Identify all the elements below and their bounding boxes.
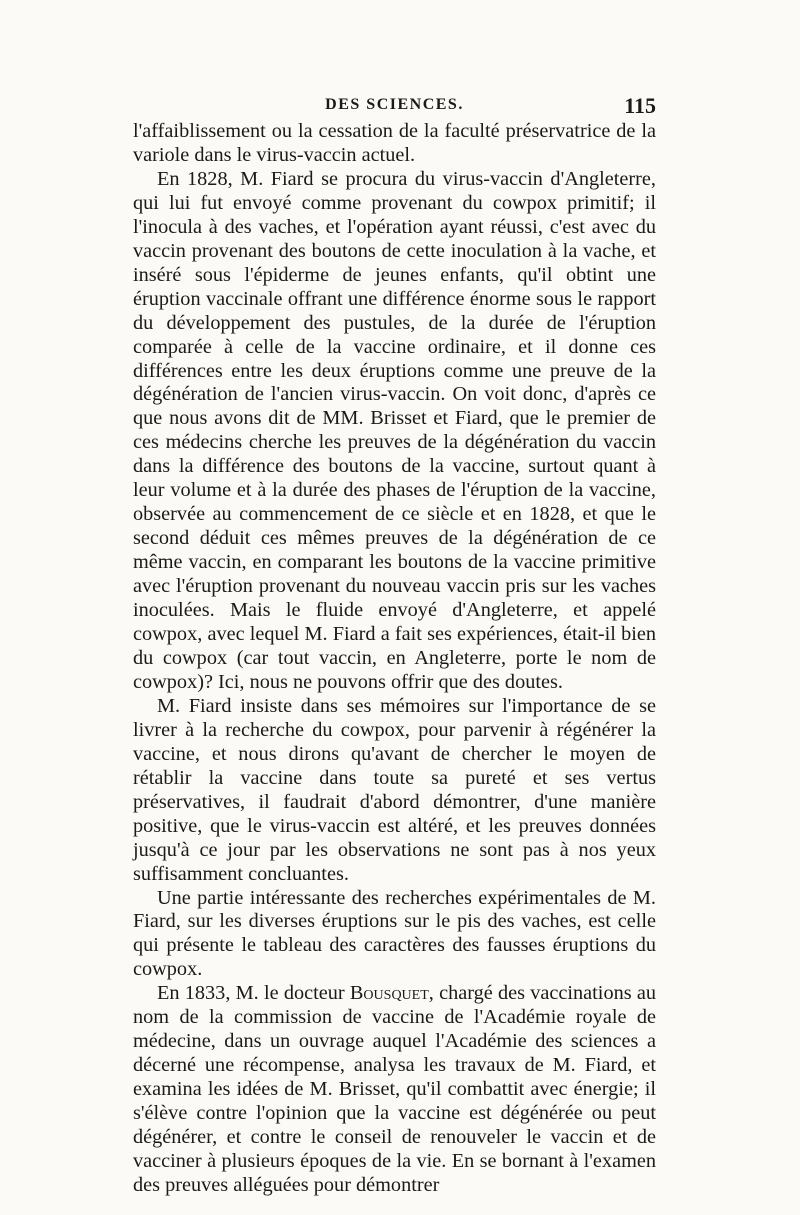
page-number: 115 [624,93,656,118]
paragraph-text-before: En 1833, M. le docteur [157,982,350,1005]
body-text [133,120,656,1198]
author-name-bousquet: Bousquet [349,982,429,1005]
paragraph-partie-interessante: Une partie intéressante des recherches expérimentales de M. Fiard, sur les diverses éruptions sur le pis des vaches, est celle qui présente le tableau des caractères des fausses éruptions du cowpox. [133,886,656,981]
paragraph-bousquet-1833 [133,982,656,1198]
running-title: DES SCIENCES. [325,96,464,113]
running-head [133,93,656,122]
paragraph-fiard-1828: En 1828, M. Fiard se procura du virus-vaccin d'Angleterre, qui lui fut envoyé comme provenant du cowpox primitif; il l'inocula à des vaches, et l'opération ayant réussi, c'est avec du vaccin provenant des boutons de cette inoculation à la vache, et inséré sous l'épiderme de jeunes enfants, qu'il obtint une éruption vaccinale offrant une différence énorme sous le rapport du développement des pustules, de la durée de l'éruption comparée à celle de la vaccine ordinaire, et il donne ces différences entre les deux éruptions comme une preuve de la dégénération de l'ancien virus-vaccin. On voit donc, d'après ce que nous avons dit de MM. Brisset et Fiard, que le premier de ces médecins cherche les preuves de la dégénération du vaccin dans la différence des boutons de la vaccine, surtout quant à leur volume et à la durée des phases de l'éruption de la vaccine, observée au commencement de ce siècle et en 1828, et que le second déduit ces mêmes preuves de la dégénération de ce même vaccin, en comparant les boutons de la vaccine primitive avec l'éruption provenant du nouveau vaccin pris sur les vaches inoculées. Mais le fluide envoyé d'Angleterre, et appelé cowpox, avec lequel M. Fiard a fait ses expériences, était-il bien du cowpox (car tout vaccin, en Angleterre, porte le nom de cowpox)? Ici, nous ne pouvons offrir que des doutes. [133,167,656,693]
paragraph-continuation: l'affaiblissement ou la cessation de la faculté préservatrice de la variole dans le virus-vaccin actuel. [133,120,656,166]
paragraph-text-after: , chargé des vaccinations au nom de la commission de vaccine de l'Académie royale de médecine, dans un ouvrage auquel l'Académie des sciences a décerné une récompense, analysa les travaux de M. Fiard, et examina les idées de M. Brisset, qu'il combattit avec énergie; il s'élève contre l'opinion que la vaccine est dégénérée ou peut dégénérer, et contre le conseil de renouveler le vaccin et de vacciner à plusieurs époques de la vie. En se bornant à l'examen des preuves alléguées pour démontrer [133,982,656,1196]
paragraph-fiard-insiste: M. Fiard insiste dans ses mémoires sur l'importance de se livrer à la recherche du cowpox, pour parvenir à régénérer la vaccine, et nous dirons qu'avant de chercher le moyen de rétablir la vaccine dans toute sa pureté et ses vertus préservatives, il faudrait d'abord démontrer, d'une manière positive, que le virus-vaccin est altéré, et les preuves données jusqu'à ce jour par les observations ne sont pas à nos yeux suffisamment concluantes. [133,694,656,885]
